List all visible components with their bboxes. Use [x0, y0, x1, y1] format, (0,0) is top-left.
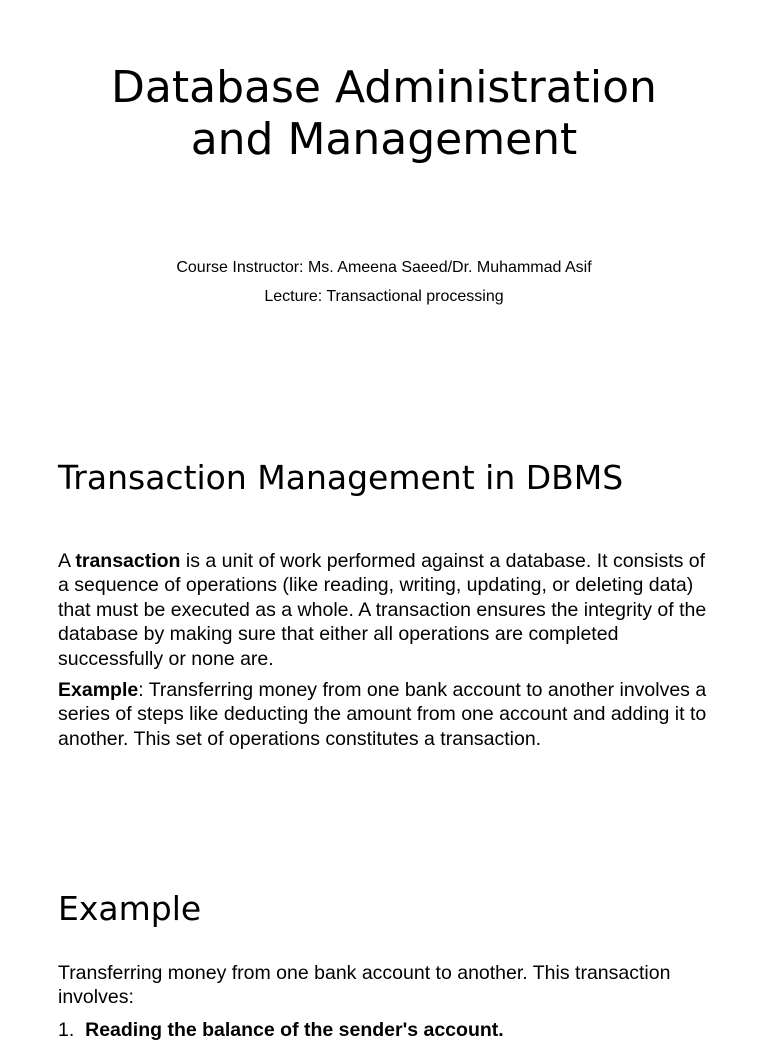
example-label: Example — [58, 679, 139, 701]
example-list-item — [58, 1018, 718, 1042]
definition-prefix: A — [58, 550, 76, 572]
list-item-number: 1. — [58, 1019, 75, 1041]
example-body: : Transferring money from one bank account to another involves a series of steps like deducting the amount from one account and adding it to another. This set of operations constitutes a transaction. — [58, 679, 707, 750]
transaction-definition — [58, 549, 718, 671]
slide-title: Database Administration and Management — [111, 62, 657, 165]
definition-body: is a unit of work performed against a database. It consists of a sequence of operations (like reading, writing, updating, or deleting data) that must be executed as a whole. A transaction ensures the integrity of the database by making sure that either all operations are completed successfully or none are. — [58, 550, 707, 670]
section-heading-transaction-management: Transaction Management in DBMS — [58, 458, 624, 497]
list-item-text: Reading the balance of the sender's account. — [85, 1019, 504, 1041]
lecture-topic: Lecture: Transactional processing — [264, 288, 504, 305]
transaction-example — [58, 678, 718, 751]
definition-term: transaction — [75, 550, 181, 572]
section-heading-example: Example — [58, 889, 202, 928]
example-intro: Transferring money from one bank account to another. This transaction involves: — [58, 962, 671, 1009]
course-instructor: Course Instructor: Ms. Ameena Saeed/Dr. Muhammad Asif — [176, 259, 592, 276]
